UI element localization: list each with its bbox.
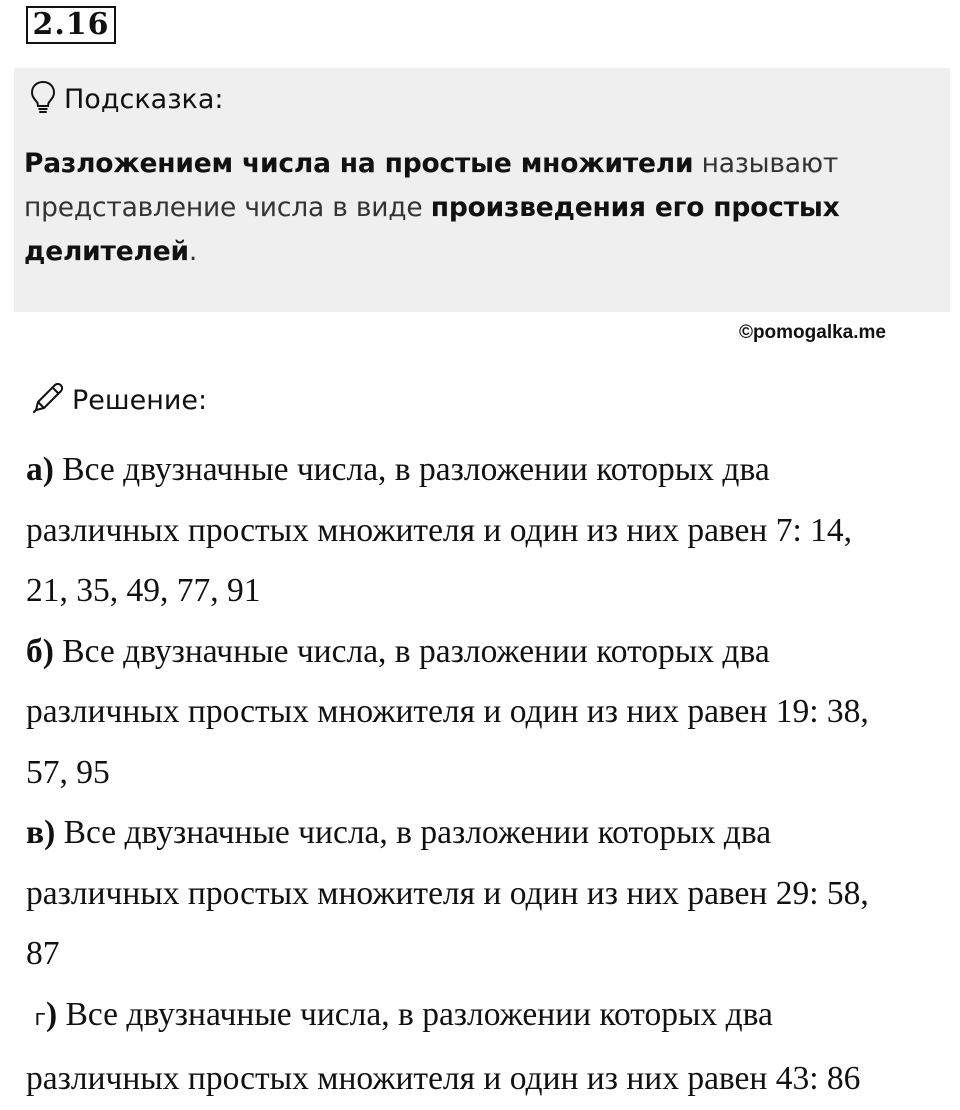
hint-title: Подсказка: — [64, 84, 224, 115]
item-line: 57, 95 — [26, 753, 110, 791]
item-label: в) — [26, 814, 56, 851]
hint-text-part: называют представление числа в виде — [24, 148, 839, 223]
pencil-icon — [30, 380, 66, 421]
solution-body — [26, 440, 936, 1110]
solution-title: Решение: — [72, 385, 208, 416]
hint-term: Разложением числа на простые множители — [24, 148, 694, 179]
item-line: Все двузначные числа, в разложении которых два — [53, 632, 770, 670]
hint-text — [24, 142, 924, 274]
item-line: Все двузначные числа, в разложении которых два — [57, 995, 773, 1033]
watermark: ©pomogalka.me — [738, 322, 886, 343]
item-line: Все двузначные числа, в разложении которых два — [53, 451, 770, 488]
lightbulb-icon — [30, 80, 56, 119]
item-line: 21, 35, 49, 77, 91 — [26, 572, 261, 609]
solution-header — [30, 380, 207, 421]
hint-header — [30, 80, 224, 119]
solution-item-a — [26, 440, 936, 622]
item-line: различных простых множителя и один из них равен 7: 14, — [26, 511, 853, 549]
item-line: 87 — [26, 935, 60, 972]
item-label: г — [34, 1005, 46, 1031]
item-line: различных простых множителя и один из них равен 19: 38, — [26, 693, 869, 730]
solution-item-g — [26, 985, 936, 1110]
item-line: различных простых множителя и один из них равен 43: 86 — [26, 1060, 861, 1097]
hint-box — [14, 68, 950, 312]
solution-item-v — [26, 803, 936, 985]
item-label-suffix: ) — [45, 995, 58, 1033]
hint-emphasis: произведения его простых делителей — [24, 192, 840, 267]
item-label: б) — [26, 632, 54, 670]
item-line: различных простых множителя и один из них равен 29: 58, — [26, 874, 869, 912]
hint-period: . — [188, 236, 198, 267]
solution-item-b — [26, 622, 936, 804]
item-label: а) — [26, 451, 54, 488]
item-line: Все двузначные числа, в разложении которых два — [55, 814, 772, 851]
task-number: 2.16 — [26, 6, 116, 44]
